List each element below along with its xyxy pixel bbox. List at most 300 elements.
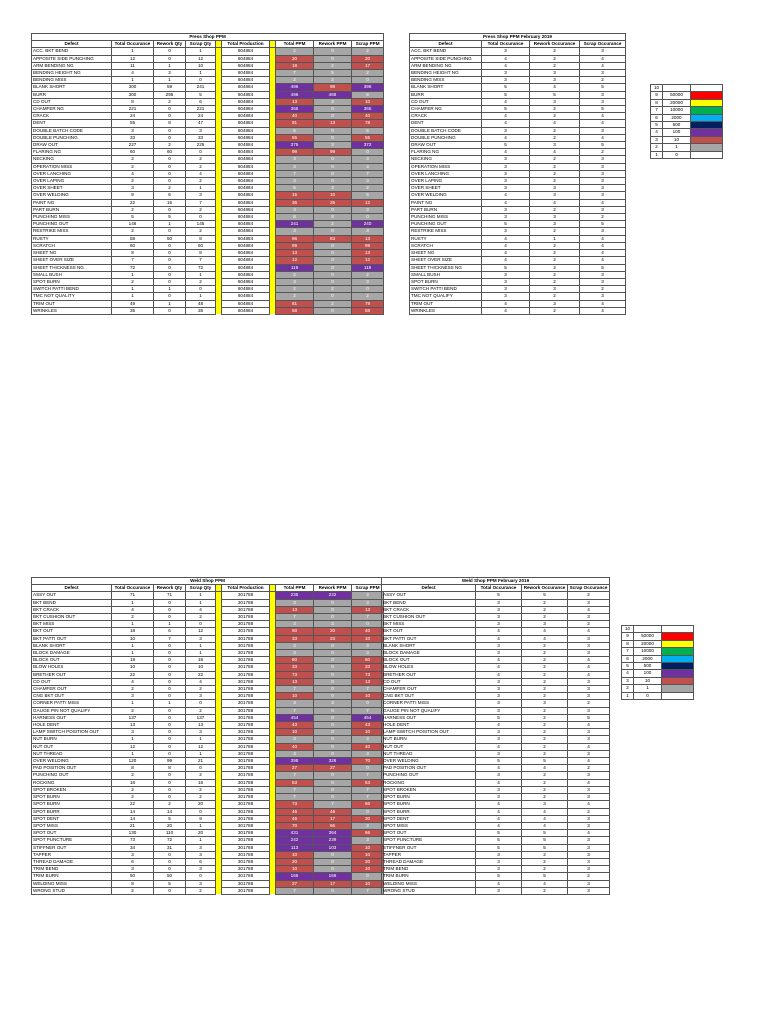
- scrap-occurance-cell: 4: [580, 134, 626, 141]
- table-row: [410, 91, 626, 98]
- weld-ppm-title-row: [32, 578, 384, 585]
- scrap-occurance-cell: 3: [580, 163, 626, 170]
- rework-occurance-cell: 3: [522, 801, 568, 808]
- rework-ppm-cell: 0: [314, 307, 352, 314]
- total-occurance-cell: 2: [112, 707, 154, 714]
- rework-occurance-cell: 2: [522, 858, 568, 865]
- defect-cell: WRONG STUD: [32, 887, 112, 894]
- total-ppm-cell: 40: [276, 113, 314, 120]
- table-row: [382, 592, 610, 599]
- defect-cell: OPERATION MISS: [410, 163, 482, 170]
- scrap-qty-cell: 137: [186, 714, 216, 721]
- total-occurance-cell: 1: [112, 599, 154, 606]
- rework-occurance-cell: 4: [530, 84, 580, 91]
- scrap-occurance-cell: 3: [580, 98, 626, 105]
- rework-qty-cell: 0: [154, 786, 186, 793]
- table-row: [32, 134, 384, 141]
- table-row: [382, 786, 610, 793]
- total-ppm-cell: 27: [276, 880, 314, 887]
- defect-cell: BENDING MISS: [32, 77, 112, 84]
- scrap-qty-cell: 4: [186, 678, 216, 685]
- rework-occurance-cell: 2: [522, 671, 568, 678]
- legend-level: 5: [622, 663, 634, 670]
- total-ppm-cell: 10: [276, 729, 314, 736]
- table-row: [410, 98, 626, 105]
- total-occurance-cell: 3: [476, 851, 522, 858]
- scrap-occurance-cell: 3: [568, 650, 610, 657]
- rework-ppm-cell: 25: [314, 199, 352, 206]
- scrap-occurance-cell: 4: [568, 830, 610, 837]
- table-row: [32, 77, 384, 84]
- table-row: [382, 614, 610, 621]
- total-production-cell: 604884: [222, 199, 270, 206]
- total-occurance-cell: 4: [482, 192, 530, 199]
- total-occurance-cell: 3: [482, 293, 530, 300]
- scrap-occurance-cell: 3: [580, 278, 626, 285]
- rework-occurance-cell: 2: [522, 614, 568, 621]
- defect-cell: OVER WELDING: [32, 192, 112, 199]
- defect-cell: BLANK SHORT: [32, 642, 112, 649]
- rework-qty-cell: 5: [154, 214, 186, 221]
- total-production-cell: 604884: [222, 127, 270, 134]
- scrap-occurance-cell: 4: [580, 235, 626, 242]
- legend-row: [622, 663, 694, 670]
- table-row: [32, 714, 384, 721]
- total-occurance-cell: 3: [476, 678, 522, 685]
- total-occurance-cell: 3: [476, 599, 522, 606]
- scrap-ppm-cell: 3: [352, 736, 384, 743]
- rework-qty-cell: 0: [154, 113, 186, 120]
- scrap-occurance-cell: 3: [568, 635, 610, 642]
- col-total-occurance: Total Occurance: [112, 41, 154, 48]
- total-ppm-cell: 3: [276, 278, 314, 285]
- scrap-qty-cell: 225: [186, 142, 216, 149]
- rework-ppm-cell: 0: [314, 614, 352, 621]
- legend-row: [651, 122, 723, 129]
- total-ppm-cell: 3: [276, 621, 314, 628]
- total-occurance-cell: 12: [112, 55, 154, 62]
- total-production-cell: 301788: [222, 671, 270, 678]
- defect-cell: SHEET THICKNESS NG: [410, 264, 482, 271]
- table-row: [32, 808, 384, 815]
- table-row: [32, 91, 384, 98]
- defect-cell: ASSY OUT: [382, 592, 476, 599]
- rework-qty-cell: 1: [154, 300, 186, 307]
- defect-cell: HOLE DENT: [32, 722, 112, 729]
- defect-cell: STIFFNER OUT: [382, 844, 476, 851]
- total-occurance-cell: 21: [112, 822, 154, 829]
- defect-cell: ARM BENDING NG: [32, 62, 112, 69]
- scrap-qty-cell: 5: [186, 91, 216, 98]
- scrap-occurance-cell: 3: [568, 642, 610, 649]
- rework-qty-cell: 0: [154, 722, 186, 729]
- total-occurance-cell: 3: [482, 271, 530, 278]
- scrap-ppm-cell: 40: [352, 743, 384, 750]
- total-occurance-cell: 4: [482, 134, 530, 141]
- defect-cell: SPOT BURN: [32, 801, 112, 808]
- press-occ-header-row: [410, 41, 626, 48]
- legend-level: 2: [651, 144, 663, 151]
- total-occurance-cell: 3: [476, 794, 522, 801]
- scrap-qty-cell: 60: [186, 242, 216, 249]
- scrap-ppm-cell: 3: [352, 178, 384, 185]
- legend-value: 1: [663, 144, 691, 151]
- total-occurance-cell: 4: [476, 671, 522, 678]
- rework-occurance-cell: 2: [530, 156, 580, 163]
- total-production-cell: 604884: [222, 293, 270, 300]
- total-occurance-cell: 58: [112, 235, 154, 242]
- rework-occurance-cell: 5: [522, 758, 568, 765]
- rework-ppm-cell: 0: [314, 722, 352, 729]
- scrap-ppm-cell: 2: [352, 185, 384, 192]
- scrap-occurance-cell: 3: [568, 837, 610, 844]
- total-production-cell: 604884: [222, 84, 270, 91]
- defect-cell: OVER LANCHING: [32, 170, 112, 177]
- table-row: [32, 873, 384, 880]
- table-row: [382, 772, 610, 779]
- table-row: [32, 206, 384, 213]
- total-occurance-cell: 4: [482, 250, 530, 257]
- total-occurance-cell: 34: [112, 844, 154, 851]
- rework-qty-cell: 60: [154, 149, 186, 156]
- defect-cell: ROCKING: [32, 779, 112, 786]
- weld-shop-ppm-block: [31, 577, 384, 895]
- scrap-ppm-cell: 7: [352, 686, 384, 693]
- table-row: [382, 714, 610, 721]
- defect-cell: FLARING NG: [410, 149, 482, 156]
- rework-occurance-cell: 2: [522, 750, 568, 757]
- defect-cell: CHAMFER NG: [410, 106, 482, 113]
- total-production-cell: 301788: [222, 866, 270, 873]
- legend-row: [651, 136, 723, 143]
- table-row: [382, 830, 610, 837]
- rework-ppm-cell: 0: [314, 55, 352, 62]
- rework-occurance-cell: 2: [530, 278, 580, 285]
- rework-qty-cell: 8: [154, 765, 186, 772]
- total-ppm-cell: 242: [276, 837, 314, 844]
- table-row: [32, 736, 384, 743]
- total-production-cell: 604884: [222, 106, 270, 113]
- total-ppm-cell: 55: [276, 134, 314, 141]
- rework-ppm-cell: 0: [314, 113, 352, 120]
- legend-level: 3: [622, 677, 634, 684]
- rework-ppm-cell: 0: [314, 599, 352, 606]
- table-row: [382, 837, 610, 844]
- defect-cell: SHEET OVER SIZE: [32, 257, 112, 264]
- rework-ppm-cell: 0: [314, 794, 352, 801]
- table-row: [32, 815, 384, 822]
- scrap-occurance-cell: 5: [580, 221, 626, 228]
- scrap-ppm-cell: 3: [352, 750, 384, 757]
- table-row: [410, 84, 626, 91]
- total-ppm-cell: 431: [276, 830, 314, 837]
- scrap-occurance-cell: 3: [568, 794, 610, 801]
- rework-occurance-cell: 2: [530, 163, 580, 170]
- legend-value: 50000: [634, 633, 662, 640]
- scrap-ppm-cell: 3: [352, 599, 384, 606]
- total-occurance-cell: 2: [112, 614, 154, 621]
- total-occurance-cell: 300: [112, 91, 154, 98]
- scrap-occurance-cell: 3: [568, 880, 610, 887]
- rework-occurance-cell: 5: [522, 830, 568, 837]
- legend-swatch: [662, 626, 694, 633]
- table-row: [32, 678, 384, 685]
- table-row: [32, 55, 384, 62]
- rework-qty-cell: 110: [154, 830, 186, 837]
- scrap-ppm-cell: 7: [352, 170, 384, 177]
- table-row: [32, 671, 384, 678]
- total-production-cell: 604884: [222, 70, 270, 77]
- rework-qty-cell: 0: [154, 250, 186, 257]
- rework-qty-cell: 1: [154, 77, 186, 84]
- scrap-ppm-cell: 5: [352, 192, 384, 199]
- table-row: [382, 873, 610, 880]
- scrap-ppm-cell: 2: [352, 70, 384, 77]
- rework-occurance-cell: 2: [530, 127, 580, 134]
- legend-swatch: [691, 144, 723, 151]
- defect-cell: DENT: [32, 120, 112, 127]
- scrap-occurance-cell: 3: [580, 192, 626, 199]
- defect-cell: BLOW HOLES: [382, 664, 476, 671]
- rework-ppm-cell: 46: [314, 808, 352, 815]
- scrap-occurance-cell: 4: [568, 801, 610, 808]
- rework-occurance-cell: 2: [530, 55, 580, 62]
- total-occurance-cell: 3: [482, 156, 530, 163]
- scrap-qty-cell: 2: [186, 772, 216, 779]
- total-production-cell: 301788: [222, 635, 270, 642]
- defect-cell: WELDING MISS: [32, 880, 112, 887]
- defect-cell: SCRATCH: [32, 242, 112, 249]
- total-occurance-cell: 5: [112, 214, 154, 221]
- press-ppm-body: [32, 48, 384, 315]
- total-occurance-cell: 2: [112, 786, 154, 793]
- table-row: [32, 858, 384, 865]
- total-production-cell: 301788: [222, 873, 270, 880]
- total-ppm-cell: 36: [276, 199, 314, 206]
- legend-row: [651, 85, 723, 92]
- table-row: [410, 106, 626, 113]
- rework-occurance-cell: 2: [522, 729, 568, 736]
- scrap-ppm-cell: 58: [352, 307, 384, 314]
- table-row: [32, 635, 384, 642]
- total-ppm-cell: 5: [276, 185, 314, 192]
- defect-cell: TRIM BEND: [382, 866, 476, 873]
- rework-occurance-cell: 2: [522, 736, 568, 743]
- table-row: [382, 650, 610, 657]
- legend-level: 1: [622, 692, 634, 699]
- legend-swatch: [662, 633, 694, 640]
- rework-ppm-cell: 2: [314, 286, 352, 293]
- total-occurance-cell: 6: [112, 858, 154, 865]
- table-row: [410, 156, 626, 163]
- total-occurance-cell: 3: [482, 185, 530, 192]
- table-row: [32, 642, 384, 649]
- rework-qty-cell: 0: [154, 736, 186, 743]
- rework-occurance-cell: 4: [522, 765, 568, 772]
- scrap-ppm-cell: 8: [352, 91, 384, 98]
- total-ppm-cell: 3: [276, 599, 314, 606]
- rework-occurance-cell: 2: [530, 178, 580, 185]
- total-production-cell: 604884: [222, 235, 270, 242]
- total-ppm-cell: 3: [276, 178, 314, 185]
- total-production-cell: 301788: [222, 621, 270, 628]
- total-occurance-cell: 3: [476, 707, 522, 714]
- total-ppm-cell: 2: [276, 77, 314, 84]
- scrap-occurance-cell: 4: [580, 250, 626, 257]
- total-occurance-cell: 4: [112, 606, 154, 613]
- total-occurance-cell: 13: [112, 722, 154, 729]
- rework-occurance-cell: 2: [522, 686, 568, 693]
- scrap-occurance-cell: 3: [568, 851, 610, 858]
- table-row: [32, 307, 384, 314]
- rework-occurance-cell: 2: [522, 664, 568, 671]
- table-row: [382, 743, 610, 750]
- defect-cell: TAPPER: [382, 851, 476, 858]
- scrap-occurance-cell: 4: [568, 664, 610, 671]
- total-occurance-cell: 5: [476, 844, 522, 851]
- scrap-occurance-cell: 3: [568, 822, 610, 829]
- defect-cell: HOLE DENT: [382, 722, 476, 729]
- total-production-cell: 301788: [222, 642, 270, 649]
- total-occurance-cell: 5: [482, 142, 530, 149]
- rework-ppm-cell: 0: [314, 686, 352, 693]
- col-total-occurance: Total Occurance: [112, 585, 154, 592]
- total-production-cell: 301788: [222, 779, 270, 786]
- total-production-cell: 301788: [222, 736, 270, 743]
- press-occ-body: [410, 48, 626, 315]
- total-occurance-cell: 4: [482, 257, 530, 264]
- total-ppm-cell: 113: [276, 844, 314, 851]
- table-row: [410, 192, 626, 199]
- total-occurance-cell: 22: [112, 199, 154, 206]
- rework-qty-cell: 1: [154, 221, 186, 228]
- table-row: [410, 250, 626, 257]
- rework-occurance-cell: 5: [522, 873, 568, 880]
- rework-occurance-cell: 2: [522, 606, 568, 613]
- scrap-qty-cell: 0: [186, 765, 216, 772]
- total-production-cell: 301788: [222, 707, 270, 714]
- scrap-occurance-cell: 4: [568, 657, 610, 664]
- scrap-qty-cell: 1: [186, 48, 216, 55]
- total-occurance-cell: 3: [112, 866, 154, 873]
- rework-occurance-cell: 2: [530, 170, 580, 177]
- rework-ppm-cell: 2: [314, 300, 352, 307]
- scrap-ppm-cell: 0: [352, 149, 384, 156]
- total-ppm-cell: 33: [276, 635, 314, 642]
- total-occurance-cell: 137: [112, 714, 154, 721]
- total-occurance-cell: 24: [112, 113, 154, 120]
- rework-qty-cell: 0: [154, 55, 186, 62]
- total-production-cell: 604884: [222, 142, 270, 149]
- table-row: [32, 743, 384, 750]
- total-occurance-cell: 1: [112, 77, 154, 84]
- total-production-cell: 604884: [222, 271, 270, 278]
- rework-occurance-cell: 2: [522, 650, 568, 657]
- total-ppm-cell: 496: [276, 91, 314, 98]
- scrap-occurance-cell: 4: [580, 62, 626, 69]
- total-occurance-cell: 2: [112, 278, 154, 285]
- total-ppm-cell: 27: [276, 765, 314, 772]
- table-row: [410, 62, 626, 69]
- scrap-ppm-cell: 0: [352, 214, 384, 221]
- total-production-cell: 301788: [222, 606, 270, 613]
- total-ppm-cell: 2: [276, 286, 314, 293]
- defect-cell: CNG BKT OUT: [382, 693, 476, 700]
- defect-cell: CORNER PATTI MISS: [32, 700, 112, 707]
- defect-cell: NECKING: [32, 156, 112, 163]
- scrap-occurance-cell: 4: [568, 743, 610, 750]
- scrap-qty-cell: 0: [186, 149, 216, 156]
- scrap-ppm-cell: 2: [352, 48, 384, 55]
- total-production-cell: 301788: [222, 880, 270, 887]
- table-row: [32, 621, 384, 628]
- rework-ppm-cell: 0: [314, 163, 352, 170]
- rework-occurance-cell: 3: [522, 700, 568, 707]
- total-occurance-cell: 3: [476, 866, 522, 873]
- total-ppm-cell: 7: [276, 614, 314, 621]
- rework-qty-cell: 2: [154, 801, 186, 808]
- total-occurance-cell: 4: [482, 235, 530, 242]
- total-occurance-cell: 18: [112, 657, 154, 664]
- legend-row: [622, 655, 694, 662]
- scrap-qty-cell: 6: [186, 858, 216, 865]
- legend-value: 10: [663, 136, 691, 143]
- defect-cell: TRIM OUT: [32, 300, 112, 307]
- defect-cell: NUT THREAD: [382, 750, 476, 757]
- total-ppm-cell: 3: [276, 163, 314, 170]
- rework-occurance-cell: 3: [530, 286, 580, 293]
- table-row: [382, 851, 610, 858]
- rework-ppm-cell: 0: [314, 650, 352, 657]
- total-ppm-cell: 13: [276, 606, 314, 613]
- legend-level: 4: [622, 670, 634, 677]
- scrap-ppm-cell: 0: [352, 286, 384, 293]
- total-occurance-cell: 4: [476, 628, 522, 635]
- scrap-ppm-cell: 10: [352, 693, 384, 700]
- total-ppm-cell: 81: [276, 300, 314, 307]
- rework-occurance-cell: 4: [522, 880, 568, 887]
- rework-qty-cell: 0: [154, 257, 186, 264]
- rework-ppm-cell: 83: [314, 235, 352, 242]
- total-ppm-cell: 33: [276, 664, 314, 671]
- rework-occurance-cell: 5: [522, 844, 568, 851]
- defect-cell: BLANK SHORT: [382, 642, 476, 649]
- scrap-occurance-cell: 3: [568, 887, 610, 894]
- total-ppm-cell: 365: [276, 106, 314, 113]
- defect-cell: TRIM BURN: [32, 873, 112, 880]
- total-occurance-cell: 4: [112, 678, 154, 685]
- weld-occ-body: [382, 592, 610, 895]
- scrap-occurance-cell: 3: [580, 178, 626, 185]
- legend-level: 2: [622, 685, 634, 692]
- legend-swatch: [691, 122, 723, 129]
- col-rework-ppm: Rework PPM: [314, 585, 352, 592]
- total-ppm-cell: 46: [276, 808, 314, 815]
- rework-qty-cell: 0: [154, 650, 186, 657]
- rework-qty-cell: 1: [154, 700, 186, 707]
- defect-cell: TRIM BURN: [382, 873, 476, 880]
- defect-cell: OVER LAPING: [32, 178, 112, 185]
- scrap-occurance-cell: 3: [580, 185, 626, 192]
- total-production-cell: 604884: [222, 120, 270, 127]
- defect-cell: SPOT BROKEN: [32, 786, 112, 793]
- defect-cell: CD OUT: [32, 678, 112, 685]
- total-occurance-cell: 8: [112, 880, 154, 887]
- defect-cell: OVER SHEET: [410, 185, 482, 192]
- rework-qty-cell: 1: [154, 62, 186, 69]
- total-ppm-cell: 7: [276, 794, 314, 801]
- defect-cell: NUT OUT: [32, 743, 112, 750]
